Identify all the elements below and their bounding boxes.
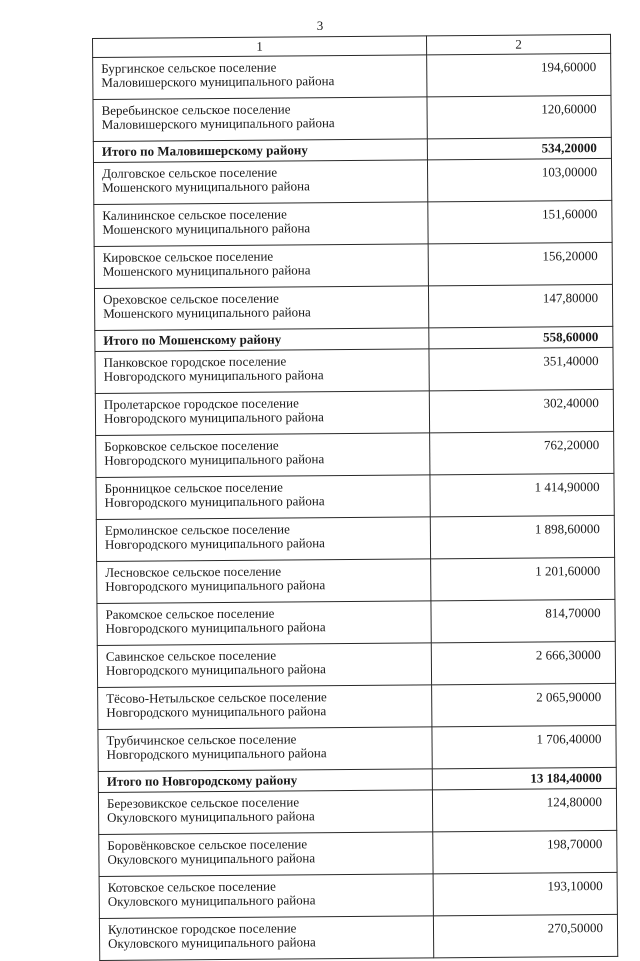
- subtotal-label: Итого по Маловишерскому району: [93, 139, 427, 163]
- settlement-name: [98, 790, 432, 835]
- table-row: [95, 347, 613, 393]
- settlement-line-1: Долговское сельское поселение: [102, 164, 278, 181]
- subtotal-label: Итого по Новгородскому району: [98, 769, 432, 793]
- settlement-name: [99, 874, 433, 919]
- settlement-line-2: Новгородского муниципального района: [104, 451, 325, 468]
- table-row: [98, 788, 616, 834]
- table-row: [94, 242, 612, 288]
- row-value: 1 201,60000: [431, 557, 615, 600]
- settlement-line-1: Панковское городское поселение: [103, 353, 287, 370]
- settlement-line-1: Ореховское сельское поселение: [102, 290, 279, 307]
- settlement-line-2: Окуловского муниципального района: [107, 808, 315, 825]
- settlement-line-1: Пролетарское городское поселение: [103, 395, 299, 412]
- row-value: 124,80000: [432, 788, 616, 831]
- row-value: 558,60000: [429, 326, 613, 348]
- settlement-name: [97, 601, 431, 646]
- settlement-line-2: Новгородского муниципального района: [104, 493, 325, 510]
- row-value: 198,70000: [433, 830, 617, 873]
- settlement-name: [95, 391, 429, 436]
- settlement-name: [96, 517, 430, 562]
- row-value: 534,20000: [427, 137, 611, 159]
- table-row: [94, 200, 612, 246]
- row-value: 1 898,60000: [430, 515, 614, 558]
- allocation-table: [92, 34, 618, 961]
- row-value: 2 666,30000: [431, 641, 615, 684]
- row-value: 147,80000: [428, 284, 612, 327]
- settlement-line-2: Новгородского муниципального района: [105, 577, 326, 594]
- table-row: [98, 725, 616, 771]
- settlement-name: [96, 433, 430, 478]
- row-value: 120,60000: [427, 95, 611, 138]
- settlement-line-1: Трубичинское сельское поселение: [106, 731, 297, 748]
- settlement-line-2: Мошенского муниципального района: [102, 220, 311, 237]
- settlement-line-1: Тёсово-Нетыльское сельское поселение: [106, 689, 327, 706]
- settlement-line-2: Новгородского муниципального района: [103, 409, 324, 426]
- settlement-line-1: Савинское сельское поселение: [105, 647, 277, 664]
- row-value: 151,60000: [428, 200, 612, 243]
- row-value: 762,20000: [430, 431, 614, 474]
- table-row: [98, 683, 616, 729]
- settlement-name: [97, 643, 431, 688]
- row-value: 351,40000: [429, 347, 613, 390]
- settlement-name: [93, 55, 427, 100]
- settlement-line-2: Мошенского муниципального района: [102, 178, 310, 195]
- table-row: [95, 389, 613, 435]
- settlement-line-2: Окуловского муниципального района: [107, 850, 316, 867]
- table-row: [97, 557, 615, 603]
- settlement-line-2: Маловишерского муниципального района: [101, 115, 335, 132]
- settlement-line-1: Кулотинское городское поселение: [107, 920, 297, 937]
- settlement-name: [96, 475, 430, 520]
- settlement-line-2: Маловишерского муниципального района: [101, 73, 335, 90]
- row-value: 1 706,40000: [432, 725, 616, 768]
- table-row: [96, 515, 614, 561]
- settlement-line-1: Котовское сельское поселение: [107, 878, 276, 895]
- column-header-1: 1: [93, 36, 427, 58]
- table-row: [96, 473, 614, 519]
- row-value: 1 414,90000: [430, 473, 614, 516]
- settlement-name: [99, 832, 433, 877]
- subtotal-label: Итого по Мошенскому району: [95, 328, 429, 352]
- row-value: 13 184,40000: [432, 767, 616, 789]
- settlement-name: [98, 727, 432, 772]
- settlement-name: [99, 916, 433, 961]
- settlement-name: [93, 160, 427, 205]
- settlement-name: [94, 286, 428, 331]
- table-row: [99, 914, 617, 960]
- row-value: 193,10000: [433, 872, 617, 915]
- settlement-name: [93, 97, 427, 142]
- page-number: 3: [316, 18, 324, 33]
- table-row: [96, 431, 614, 477]
- row-value: 302,40000: [429, 389, 613, 432]
- settlement-line-2: Новгородского муниципального района: [105, 661, 326, 678]
- table-row: [93, 158, 611, 204]
- settlement-line-2: Окуловского муниципального района: [108, 934, 316, 951]
- settlement-line-1: Бронницкое сельское поселение: [104, 479, 283, 496]
- settlement-line-1: Ракомское сельское поселение: [105, 605, 275, 622]
- row-value: 103,00000: [427, 158, 611, 201]
- table-row: [93, 95, 611, 141]
- row-value: 2 065,90000: [432, 683, 616, 726]
- settlement-line-2: Мошенского муниципального района: [103, 304, 311, 321]
- settlement-line-2: Новгородского муниципального района: [104, 535, 325, 552]
- settlement-line-1: Ермолинское сельское поселение: [104, 521, 290, 538]
- settlement-line-1: Бургинское сельское поселение: [101, 59, 277, 76]
- settlement-line-2: Мошенского муниципального района: [102, 262, 311, 279]
- settlement-line-1: Березовикское сельское поселение: [106, 794, 300, 811]
- row-value: 194,60000: [427, 53, 611, 96]
- table-row: [97, 599, 615, 645]
- settlement-line-2: Новгородского муниципального района: [106, 703, 327, 720]
- settlement-name: [94, 202, 428, 247]
- table-body: [93, 34, 618, 960]
- row-value: 814,70000: [431, 599, 615, 642]
- settlement-line-2: Новгородского муниципального района: [103, 367, 324, 384]
- settlement-line-2: Окуловского муниципального района: [107, 892, 316, 909]
- settlement-line-1: Кировское сельское поселение: [102, 248, 274, 265]
- settlement-line-1: Боровёнковское сельское поселение: [107, 836, 308, 853]
- settlement-line-2: Новгородского муниципального района: [106, 745, 327, 762]
- settlement-name: [98, 685, 432, 730]
- table-row: [93, 53, 611, 99]
- settlement-name: [95, 349, 429, 394]
- settlement-name: [94, 244, 428, 289]
- settlement-line-1: Лесновское сельское поселение: [105, 563, 282, 580]
- table-row: [97, 641, 615, 687]
- table-row: [94, 284, 612, 330]
- settlement-line-1: Борковское сельское поселение: [104, 437, 279, 454]
- settlement-line-1: Веребьинское сельское поселение: [101, 101, 291, 118]
- row-value: 156,20000: [428, 242, 612, 285]
- settlement-name: [97, 559, 431, 604]
- row-value: 270,50000: [433, 914, 617, 957]
- table-row: [99, 872, 617, 918]
- column-header-2: 2: [426, 34, 610, 54]
- settlement-line-1: Калининское сельское поселение: [102, 206, 287, 223]
- settlement-line-2: Новгородского муниципального района: [105, 619, 326, 636]
- table-row: [99, 830, 617, 876]
